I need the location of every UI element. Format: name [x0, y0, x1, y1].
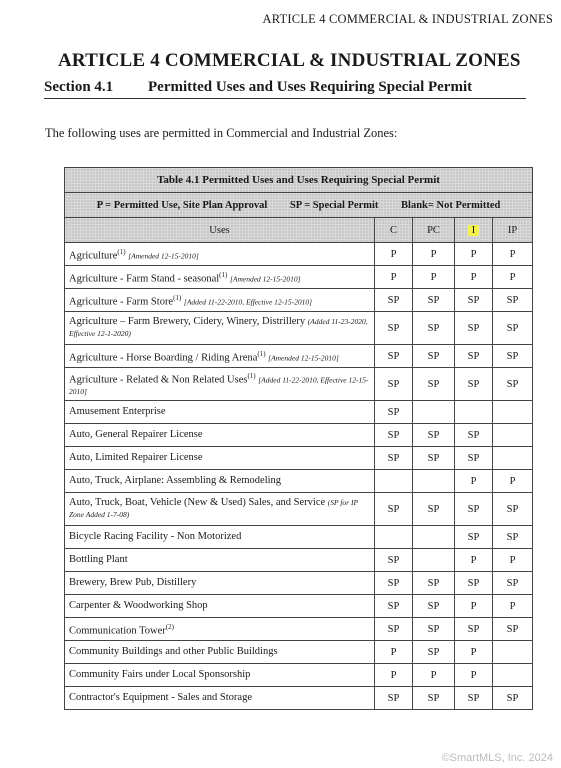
value-i: SP [455, 526, 493, 549]
use-name: Agriculture – Farm Brewery, Cidery, Winery, Distrillery [69, 316, 306, 327]
value-i: P [455, 664, 493, 687]
section-number: Section 4.1 [44, 79, 114, 95]
use-cell [65, 345, 375, 368]
use-cell [65, 312, 375, 345]
use-cell [65, 664, 375, 687]
value-c: SP [375, 687, 413, 710]
legend-not-permitted: Blank= Not Permitted [401, 199, 501, 211]
value-c: SP [375, 595, 413, 618]
header-uses: Uses [65, 218, 375, 243]
value-pc [413, 470, 455, 493]
use-cell [65, 447, 375, 470]
table-row [65, 618, 533, 641]
use-cell [65, 526, 375, 549]
value-i: SP [455, 312, 493, 345]
footnote-ref: (1) [173, 293, 182, 302]
table-row [65, 595, 533, 618]
table-row [65, 493, 533, 526]
value-i: P [455, 266, 493, 289]
use-name: Bottling Plant [69, 554, 128, 565]
value-ip [493, 424, 533, 447]
value-pc: SP [413, 368, 455, 401]
table-row [65, 312, 533, 345]
value-c: P [375, 664, 413, 687]
value-i: SP [455, 447, 493, 470]
value-pc: SP [413, 618, 455, 641]
value-c: SP [375, 447, 413, 470]
use-name: Auto, Truck, Airplane: Assembling & Remodeling [69, 475, 282, 486]
use-cell [65, 368, 375, 401]
value-i: P [455, 470, 493, 493]
use-name: Bicycle Racing Facility - Non Motorized [69, 531, 242, 542]
value-ip [493, 447, 533, 470]
amendment-note: [Amended 12-15-2010] [229, 274, 301, 284]
value-ip: P [493, 470, 533, 493]
use-cell [65, 266, 375, 289]
header-i [455, 218, 493, 243]
legend-special-permit: SP = Special Permit [289, 199, 379, 211]
value-c [375, 526, 413, 549]
use-name: Agriculture [69, 250, 118, 262]
value-ip: P [493, 266, 533, 289]
table-row [65, 526, 533, 549]
table-row [65, 664, 533, 687]
value-ip: SP [493, 572, 533, 595]
value-c: SP [375, 345, 413, 368]
value-pc: SP [413, 493, 455, 526]
value-pc: SP [413, 312, 455, 345]
value-i: SP [455, 493, 493, 526]
table-row [65, 641, 533, 664]
value-ip [493, 401, 533, 424]
use-name: Agriculture - Farm Store [69, 296, 174, 308]
value-c: SP [375, 401, 413, 424]
value-ip: SP [493, 312, 533, 345]
value-i: P [455, 243, 493, 266]
table-row [65, 401, 533, 424]
use-name: Agriculture - Farm Stand - seasonal [69, 273, 220, 285]
value-pc: SP [413, 289, 455, 312]
use-cell [65, 243, 375, 266]
section-heading [44, 79, 526, 99]
table-row [65, 243, 533, 266]
use-name: Communication Tower [69, 625, 166, 637]
use-cell [65, 572, 375, 595]
table-row [65, 424, 533, 447]
value-pc: SP [413, 345, 455, 368]
value-pc: P [413, 266, 455, 289]
table-title: Table 4.1 Permitted Uses and Uses Requiring Special Permit [65, 168, 533, 193]
footnote-ref: (1) [117, 247, 126, 256]
footnote-ref: (2) [165, 622, 174, 631]
value-c: SP [375, 424, 413, 447]
use-name: Brewery, Brew Pub, Distillery [69, 577, 197, 588]
value-pc [413, 401, 455, 424]
section-title: Permitted Uses and Uses Requiring Special Permit [148, 79, 473, 95]
value-ip [493, 641, 533, 664]
article-title: ARTICLE 4 COMMERCIAL & INDUSTRIAL ZONES [58, 50, 521, 71]
value-ip: P [493, 549, 533, 572]
value-i: P [455, 549, 493, 572]
use-name: Agriculture - Horse Boarding / Riding Arena [69, 352, 258, 364]
amendment-note: [Added 11-22-2010, Effective 12-15-2010] [69, 375, 369, 397]
intro-paragraph: The following uses are permitted in Commercial and Industrial Zones: [45, 126, 398, 140]
footnote-ref: (1) [257, 349, 266, 358]
header-ip: IP [493, 218, 533, 243]
value-pc: P [413, 664, 455, 687]
value-c: SP [375, 312, 413, 345]
value-ip: SP [493, 687, 533, 710]
table-row [65, 266, 533, 289]
value-i [455, 401, 493, 424]
value-ip: P [493, 595, 533, 618]
table-legend [65, 193, 533, 218]
value-c: SP [375, 572, 413, 595]
value-c: P [375, 243, 413, 266]
value-c: SP [375, 368, 413, 401]
value-pc: SP [413, 572, 455, 595]
use-name: Carpenter & Woodworking Shop [69, 600, 208, 611]
value-pc: SP [413, 424, 455, 447]
value-c: SP [375, 618, 413, 641]
footnote-ref: (1) [219, 270, 228, 279]
value-i: SP [455, 424, 493, 447]
use-cell [65, 641, 375, 664]
value-c: P [375, 641, 413, 664]
value-pc: P [413, 243, 455, 266]
use-cell [65, 595, 375, 618]
legend-permitted: P = Permitted Use, Site Plan Approval [96, 199, 268, 211]
amendment-note: (SP for IP Zone Added 1-7-08) [69, 498, 358, 519]
amendment-note: (Added 11-23-2020, Effective 12-1-2020) [69, 317, 368, 338]
highlighted-header-i: I [468, 225, 480, 236]
use-cell [65, 470, 375, 493]
value-pc: SP [413, 447, 455, 470]
table-row [65, 549, 533, 572]
use-name: Agriculture - Related & Non Related Uses [69, 374, 248, 386]
use-name: Community Fairs under Local Sponsorship [69, 669, 251, 680]
value-pc [413, 526, 455, 549]
table-row [65, 447, 533, 470]
use-cell [65, 618, 375, 641]
amendment-note: [Amended 12-15-2010] [268, 353, 339, 363]
use-name: Community Buildings and other Public Buildings [69, 646, 278, 657]
use-name: Auto, General Repairer License [69, 429, 203, 440]
running-header: ARTICLE 4 COMMERCIAL & INDUSTRIAL ZONES [262, 12, 553, 26]
watermark: ©SmartMLS, Inc. 2024 [441, 752, 553, 764]
value-ip: SP [493, 618, 533, 641]
value-i: SP [455, 345, 493, 368]
use-cell [65, 549, 375, 572]
value-ip: SP [493, 493, 533, 526]
table-row [65, 470, 533, 493]
table-row [65, 572, 533, 595]
table-row [65, 368, 533, 401]
value-i: P [455, 641, 493, 664]
use-name: Amusement Enterprise [69, 406, 166, 417]
value-ip [493, 664, 533, 687]
value-ip: SP [493, 526, 533, 549]
value-i: SP [455, 572, 493, 595]
use-name: Auto, Limited Repairer License [69, 452, 203, 463]
use-cell [65, 493, 375, 526]
value-c: SP [375, 493, 413, 526]
use-name: Auto, Truck, Boat, Vehicle (New & Used) Sales, and Service [69, 497, 326, 508]
amendment-note: [Added 11-22-2010, Effective 12-15-2010] [183, 297, 313, 307]
use-cell [65, 424, 375, 447]
use-cell [65, 687, 375, 710]
amendment-note: [Amended 12-15-2010] [128, 251, 199, 261]
value-c: P [375, 266, 413, 289]
value-c: SP [375, 549, 413, 572]
value-pc [413, 549, 455, 572]
table-row [65, 345, 533, 368]
value-pc: SP [413, 687, 455, 710]
value-ip: P [493, 243, 533, 266]
table-row [65, 687, 533, 710]
value-i: SP [455, 687, 493, 710]
value-ip: SP [493, 289, 533, 312]
value-c: SP [375, 289, 413, 312]
value-i: P [455, 595, 493, 618]
table-row [65, 289, 533, 312]
value-ip: SP [493, 345, 533, 368]
value-pc: SP [413, 641, 455, 664]
value-pc: SP [413, 595, 455, 618]
use-cell [65, 401, 375, 424]
use-cell [65, 289, 375, 312]
value-ip: SP [493, 368, 533, 401]
value-c [375, 470, 413, 493]
header-c: C [375, 218, 413, 243]
value-i: SP [455, 368, 493, 401]
value-i: SP [455, 618, 493, 641]
use-name: Contractor's Equipment - Sales and Storage [69, 692, 252, 703]
footnote-ref: (1) [247, 371, 256, 380]
value-i: SP [455, 289, 493, 312]
permitted-uses-table [64, 167, 533, 710]
header-pc: PC [413, 218, 455, 243]
